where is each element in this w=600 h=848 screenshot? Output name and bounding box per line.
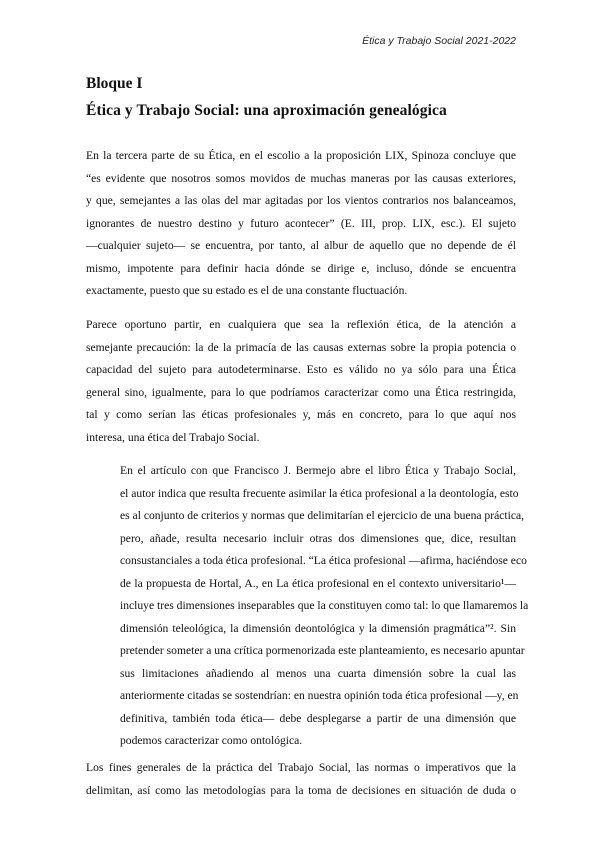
- paragraph-line: exactamente, puesto que su estado es el de una constante fluctuación.: [86, 284, 408, 297]
- paragraph-line: sus limitaciones añadiendo al menos una cuarta dimensión sobre la cual las: [120, 666, 516, 680]
- paragraph-line: Los fines generales de la práctica del Trabajo Social, las normas o imperativos que la: [86, 761, 516, 774]
- paragraph-line: definitiva, también toda ética— debe desplegarse a partir de una dimensión que: [120, 711, 516, 725]
- paragraph-line: anteriormente citadas se sostendrían: en nuestra opinión toda ética profesional —y, en: [120, 689, 519, 702]
- paragraph-line: En el artículo con que Francisco J. Bermejo abre el libro Ética y Trabajo Social,: [120, 464, 516, 477]
- paragraph-line: delimitan, así como las metodologías para la toma de decisiones en situación de duda o: [86, 783, 516, 797]
- running-header: Ética y Trabajo Social 2021-2022: [362, 35, 516, 47]
- paragraph-line: ignorantes de nuestro destino y futuro acontecer” (E. III, prop. LIX, esc.). El sujeto: [86, 216, 516, 230]
- block-heading: Bloque I: [86, 75, 143, 92]
- paragraph-line: general sino, igualmente, para lo que podríamos caracterizar como una Ética restringida,: [86, 385, 516, 399]
- paragraph-line: de la propuesta de Hortal, A., en La ética profesional en el contexto universitario¹—: [120, 576, 516, 590]
- paragraph-2: [86, 314, 516, 449]
- paragraph-line: es al conjunto de criterios y normas que delimitarían el ejercicio de una buena práctica,: [120, 509, 525, 522]
- paragraph-line: “es evidente que nosotros somos movidos de muchas maneras por las causas exteriores,: [86, 171, 516, 185]
- paragraph-line: —cualquier sujeto— se encuentra, por tanto, al albur de aquello que no depende de él: [86, 239, 516, 252]
- paragraph-line: semejante precaución: la de la primacía de las causas externas sobre la propia potencia o: [86, 340, 516, 354]
- paragraph-line: y que, semejantes a las olas del mar agitadas por los vientos contrarios nos balanceamos,: [86, 194, 516, 207]
- paragraph-3: [86, 460, 529, 753]
- paragraph-line: pretender someter a una crítica pormenorizada este planteamiento, es necesario apuntar: [120, 644, 525, 657]
- paragraph-line: incluye tres dimensiones inseparables que la constituyen como tal: lo que llamaremos la: [120, 599, 529, 612]
- paragraph-line: tal y como serían las éticas profesionales y, más en concreto, para lo que aquí nos: [86, 408, 516, 421]
- paragraph-4: [86, 757, 516, 802]
- paragraph-line: Parece oportuno partir, en cualquiera que sea la reflexión ética, de la atención a: [86, 318, 516, 331]
- paragraph-line: consustanciales a toda ética profesional. “La ética profesional —afirma, haciéndose eco: [120, 554, 527, 567]
- paragraph-line: dimensión teleológica, la dimensión deontológica y la dimensión pragmática”². Sin: [120, 621, 516, 635]
- paragraph-line: mismo, impotente para definir hacia dónde se dirige e, incluso, dónde se encuentra: [86, 261, 516, 275]
- paragraph-line: interesa, una ética del Trabajo Social.: [86, 430, 260, 444]
- paragraph-1: [86, 145, 516, 303]
- section-title: Ética y Trabajo Social: una aproximación genealógica: [86, 102, 447, 119]
- paragraph-line: podemos caracterizar como ontológica.: [120, 734, 303, 747]
- paragraph-line: En la tercera parte de su Ética, en el escolio a la proposición LIX, Spinoza concluye que: [86, 149, 516, 162]
- paragraph-line: pero, añade, resulta necesario incluir otras dos dimensiones que, dice, resultan: [120, 531, 516, 545]
- paragraph-line: capacidad del sujeto para autodeterminarse. Esto es válido no ya sólo para una Ética: [86, 363, 516, 376]
- paragraph-line: el autor indica que resulta frecuente asimilar la ética profesional a la deontología, esto: [120, 486, 519, 500]
